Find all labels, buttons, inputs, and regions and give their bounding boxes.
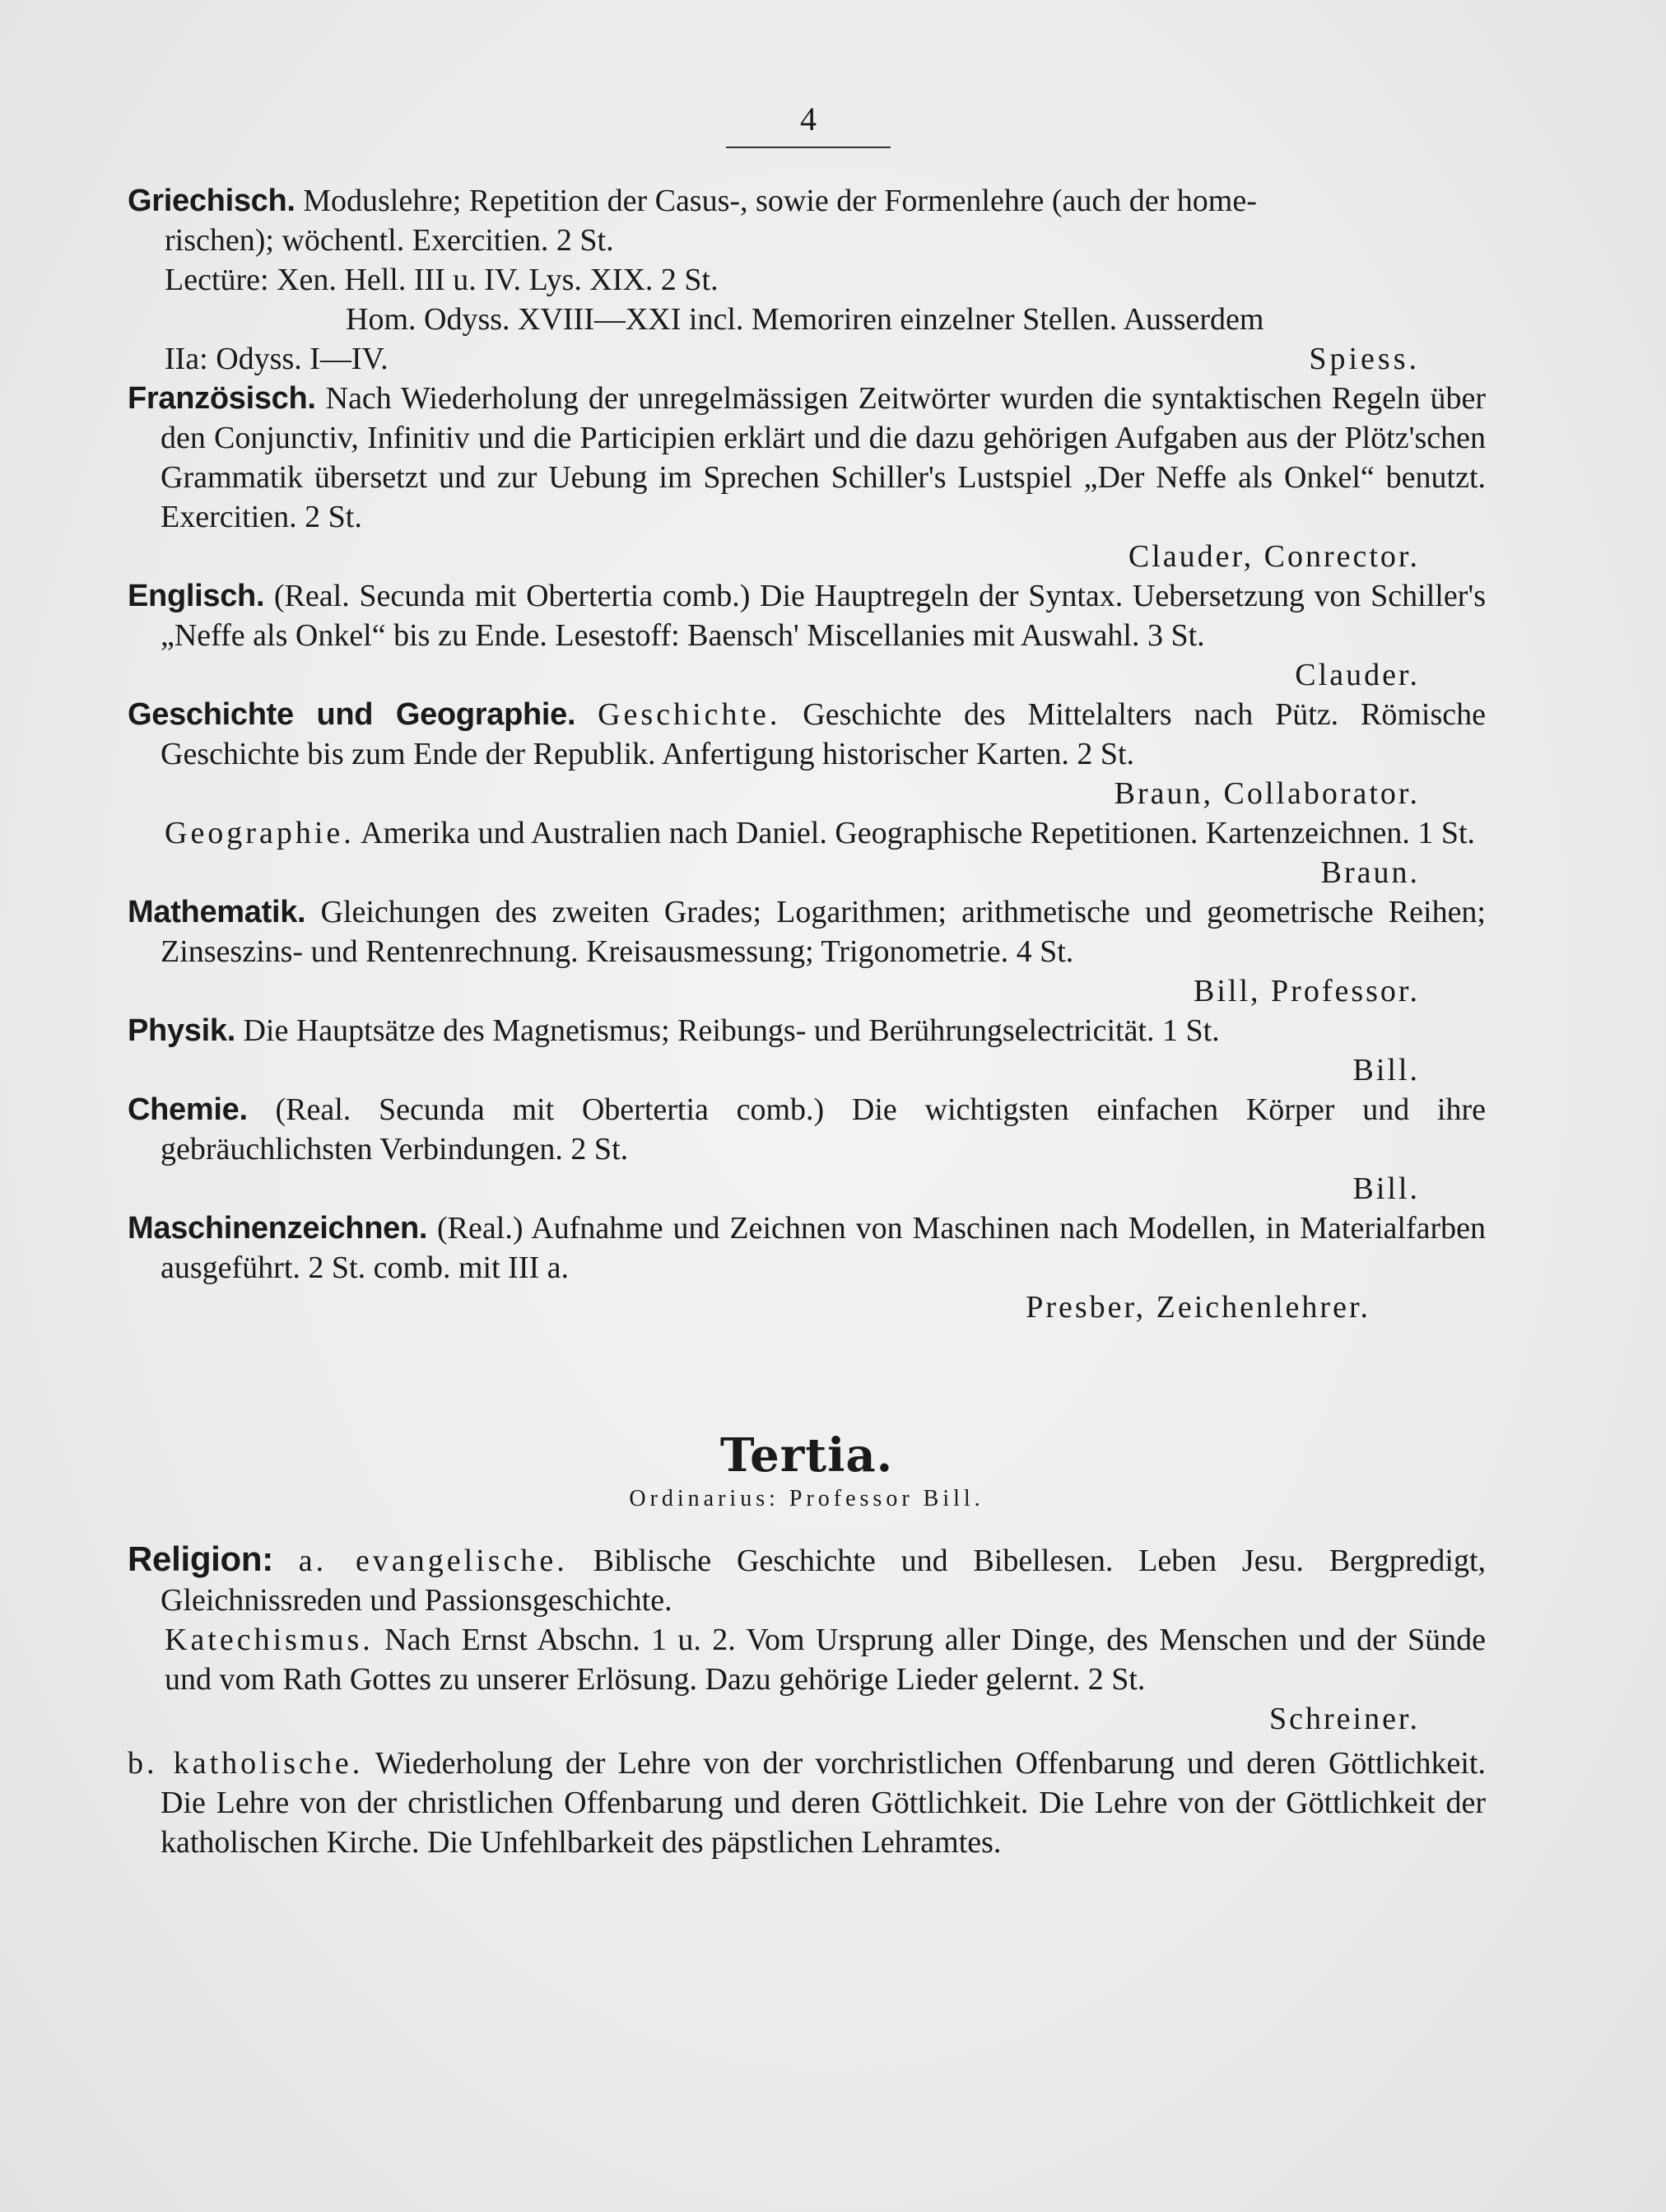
- heading-chemie: Chemie.: [128, 1092, 248, 1127]
- entry-chemie: [128, 1090, 1486, 1208]
- page-number-rule: [726, 147, 891, 148]
- entry-franzoesisch: [128, 379, 1486, 576]
- heading-griechisch: Griechisch.: [128, 184, 296, 218]
- physik-text: Die Hauptsätze des Magnetismus; Reibungs- und Berührungselectricität. 1 St.: [243, 1013, 1220, 1048]
- teacher-physik: Bill.: [1352, 1053, 1420, 1087]
- entry-religion-evangelisch: [128, 1539, 1486, 1739]
- section-title-tertia: Tertia.: [719, 1428, 894, 1483]
- chemie-text: (Real. Secunda mit Obertertia comb.) Die wichtigsten einfachen Körper und ihre gebräuchlichsten Verbindungen. 2 St.: [161, 1092, 1486, 1167]
- sub-katholisch: b. katholische.: [128, 1746, 364, 1781]
- entry-physik: [128, 1011, 1486, 1090]
- teacher-mathematik: Bill, Professor.: [1194, 974, 1420, 1008]
- geschichte-text: Geschichte des Mittelalters nach Pütz. Römische Geschichte bis zum Ende der Republik. Anfertigung historischer Karten. 2 St.: [161, 697, 1486, 771]
- secunda-curriculum: [128, 181, 1486, 1327]
- geographie-text: Amerika und Australien nach Daniel. Geographische Repetitionen. Kartenzeichnen. 1 St.: [361, 816, 1476, 850]
- heading-physik: Physik.: [128, 1013, 235, 1048]
- teacher-griechisch: Spiess.: [1309, 342, 1420, 376]
- teacher-geschichte: Braun, Collaborator.: [1114, 776, 1420, 811]
- heading-religion: Religion:: [128, 1539, 273, 1578]
- entry-mathematik: [128, 892, 1486, 1011]
- griechisch-lecture3: IIa: Odyss. I—IV.: [165, 342, 389, 376]
- sub-geschichte: Geschichte.: [598, 697, 781, 732]
- religion-text-a: Biblische Geschichte und Bibellesen. Leben Jesu. Bergpredigt, Gleichnissreden und Passionsgeschichte.: [161, 1544, 1487, 1618]
- franzoesisch-text: Nach Wiederholung der unregelmässigen Zeitwörter wurden die syntaktischen Regeln über den Conjunctiv, Infinitiv und die Participien erklärt und die dazu gehörigen Aufgaben aus der Plötz'schen Grammatik übersetzt und zur Uebung im Sprechen Schiller's Lustspiel „Der Neffe als Onkel“ benutzt. Exercitien. 2 St.: [161, 381, 1487, 534]
- heading-franzoesisch: Französisch.: [128, 381, 316, 416]
- katechismus-text: Nach Ernst Abschn. 1 u. 2. Vom Ursprung aller Dinge, des Menschen und der Sünde und vom Rath Gottes zu unserer Erlösung. Dazu gehörige Lieder gelernt. 2 St.: [165, 1623, 1486, 1697]
- teacher-maschinenzeichnen: Presber, Zeichenlehrer.: [1026, 1290, 1370, 1325]
- teacher-chemie: Bill.: [1352, 1171, 1420, 1206]
- englisch-text: (Real. Secunda mit Obertertia comb.) Die Hauptregeln der Syntax. Uebersetzung von Schiller's „Neffe als Onkel“ bis zu Ende. Lesestoff: Baensch' Miscellanies mit Auswahl. 3 St.: [161, 579, 1486, 653]
- heading-englisch: Englisch.: [128, 579, 265, 613]
- sub-katechismus: Katechismus.: [165, 1623, 374, 1657]
- ordinarius-line: Ordinarius: Professor Bill.: [629, 1486, 984, 1511]
- religion-text-b: Wiederholung der Lehre von der vorchristlichen Offenbarung und deren Göttlichkeit. Die Lehre von der christlichen Offenbarung und deren Göttlichkeit. Die Lehre von der Göttlichkeit der katholischen Kirche. Die Unfehlbarkeit des päpstlichen Lehramtes.: [161, 1746, 1486, 1860]
- entry-geschichte: [128, 695, 1486, 892]
- tertia-curriculum: [128, 1539, 1486, 1862]
- griechisch-lecture2: Hom. Odyss. XVIII—XXI incl. Memoriren einzelner Stellen. Ausserdem: [346, 302, 1264, 337]
- sub-geographie: Geographie.: [165, 816, 355, 850]
- entry-englisch: [128, 576, 1486, 695]
- teacher-religion-a: Schreiner.: [1268, 1702, 1420, 1736]
- griechisch-line1: Moduslehre; Repetition der Casus-, sowie der Formenlehre (auch der home-: [303, 184, 1257, 218]
- entry-griechisch: [128, 181, 1486, 379]
- teacher-englisch: Clauder.: [1295, 658, 1420, 692]
- maschinenzeichnen-text: (Real.) Aufnahme und Zeichnen von Maschinen nach Modellen, in Materialfarben ausgeführt. 2 St. comb. mit III a.: [161, 1211, 1487, 1285]
- page-number: 4: [800, 100, 817, 137]
- heading-maschinenzeichnen: Maschinenzeichnen.: [128, 1211, 428, 1246]
- heading-mathematik: Mathematik.: [128, 895, 306, 929]
- tertia-header: [128, 1428, 1486, 1512]
- heading-geschichte: Geschichte und Geographie.: [128, 697, 576, 732]
- sub-evangelisch: a. evangelische.: [298, 1544, 568, 1578]
- entry-maschinenzeichnen: [128, 1208, 1486, 1327]
- teacher-geographie: Braun.: [1320, 855, 1420, 890]
- griechisch-lecture1: Lectüre: Xen. Hell. III u. IV. Lys. XIX. 2 St.: [165, 263, 719, 297]
- mathematik-text: Gleichungen des zweiten Grades; Logarithmen; arithmetische und geometrische Reihen; Zinseszins- und Rentenrechnung. Kreisausmessung; Trigonometrie. 4 St.: [161, 895, 1486, 969]
- griechisch-line2: rischen); wöchentl. Exercitien. 2 St.: [165, 223, 614, 258]
- entry-religion-katholisch: [128, 1744, 1486, 1862]
- teacher-franzoesisch: Clauder, Conrector.: [1128, 539, 1420, 574]
